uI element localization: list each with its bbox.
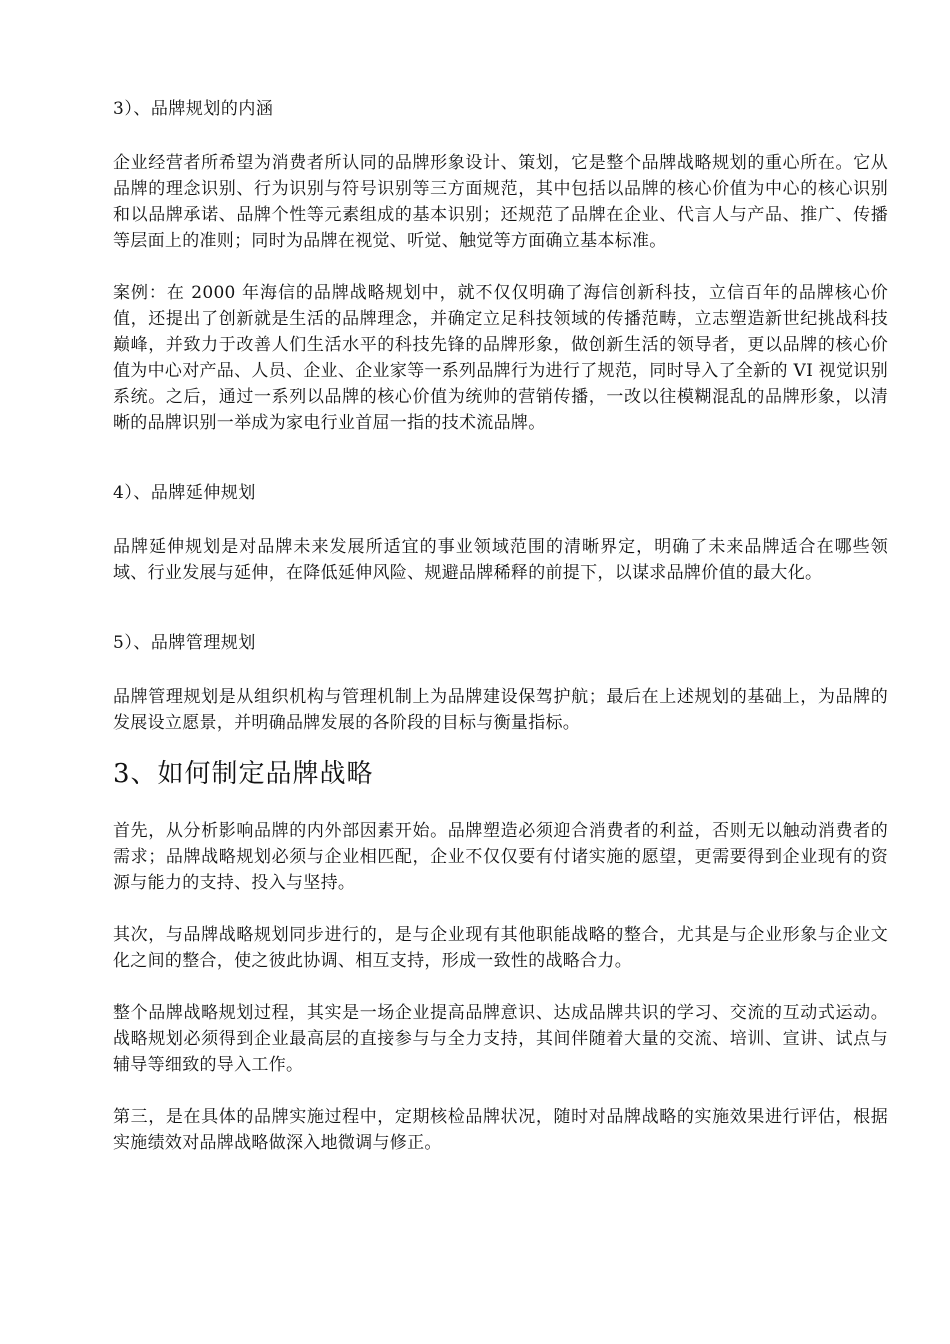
paragraph-brand-management: 品牌管理规划是从组织机构与管理机制上为品牌建设保驾护航；最后在上述规划的基础上，为品牌的发展设立愿景，并明确品牌发展的各阶段的目标与衡量指标。 bbox=[113, 687, 888, 733]
paragraph-second-step: 其次，与品牌战略规划同步进行的，是与企业现有其他职能战略的整合，尤其是与企业形象与企业文化之间的整合，使之彼此协调、相互支持，形成一致性的战略合力。 bbox=[113, 925, 888, 971]
paragraph-brand-image-design: 企业经营者所希望为消费者所认同的品牌形象设计、策划，它是整个品牌战略规划的重心所在。它从品牌的理念识别、行为识别与符号识别等三方面规范，其中包括以品牌的核心价值为中心的核心识别和以品牌承诺、品牌个性等元素组成的基本识别；还规范了品牌在企业、代言人与产品、推广、传播等层面上的准则；同时为品牌在视觉、听觉、触觉等方面确立基本标准。 bbox=[113, 153, 888, 251]
section-heading-brand-planning-connotation: 3）、品牌规划的内涵 bbox=[113, 99, 274, 119]
paragraph-first-step: 首先，从分析影响品牌的内外部因素开始。品牌塑造必须迎合消费者的利益，否则无以触动消费者的需求；品牌战略规划必须与企业相匹配，企业不仅仅要有付诸实施的愿望，更需要得到企业现有的资源与能力的支持、投入与坚持。 bbox=[113, 821, 888, 893]
main-heading-how-to-formulate-brand-strategy: 3、如何制定品牌战略 bbox=[113, 759, 374, 789]
document-page bbox=[113, 96, 888, 1156]
section-heading-brand-management-planning: 5）、品牌管理规划 bbox=[113, 633, 256, 653]
paragraph-third-step: 第三，是在具体的品牌实施过程中，定期核检品牌状况，随时对品牌战略的实施效果进行评估，根据实施绩效对品牌战略做深入地微调与修正。 bbox=[113, 1107, 888, 1153]
paragraph-brand-extension: 品牌延伸规划是对品牌未来发展所适宜的事业领域范围的清晰界定，明确了未来品牌适合在哪些领域、行业发展与延伸，在降低延伸风险、规避品牌稀释的前提下，以谋求品牌价值的最大化。 bbox=[113, 537, 888, 583]
section-heading-brand-extension-planning: 4）、品牌延伸规划 bbox=[113, 483, 256, 503]
paragraph-hisense-case: 案例：在 2000 年海信的品牌战略规划中，就不仅仅明确了海信创新科技，立信百年的品牌核心价值，还提出了创新就是生活的品牌理念，并确定立足科技领域的传播范畴，立志塑造新世纪挑战科技巅峰，并致力于改善人们生活水平的科技先锋的品牌形象，做创新生活的领导者，更以品牌的核心价值为中心对产品、人员、企业、企业家等一系列品牌行为进行了规范，同时导入了全新的 VI 视觉识别系统。之后，通过一系列以品牌的核心价值为统帅的营销传播，一改以往模糊混乱的品牌形象，以清晰的品牌识别一举成为家电行业首屈一指的技术流品牌。 bbox=[113, 283, 888, 433]
paragraph-planning-process: 整个品牌战略规划过程，其实是一场企业提高品牌意识、达成品牌共识的学习、交流的互动式运动。战略规划必须得到企业最高层的直接参与与全力支持，其间伴随着大量的交流、培训、宣讲、试点与辅导等细致的导入工作。 bbox=[113, 1003, 888, 1075]
